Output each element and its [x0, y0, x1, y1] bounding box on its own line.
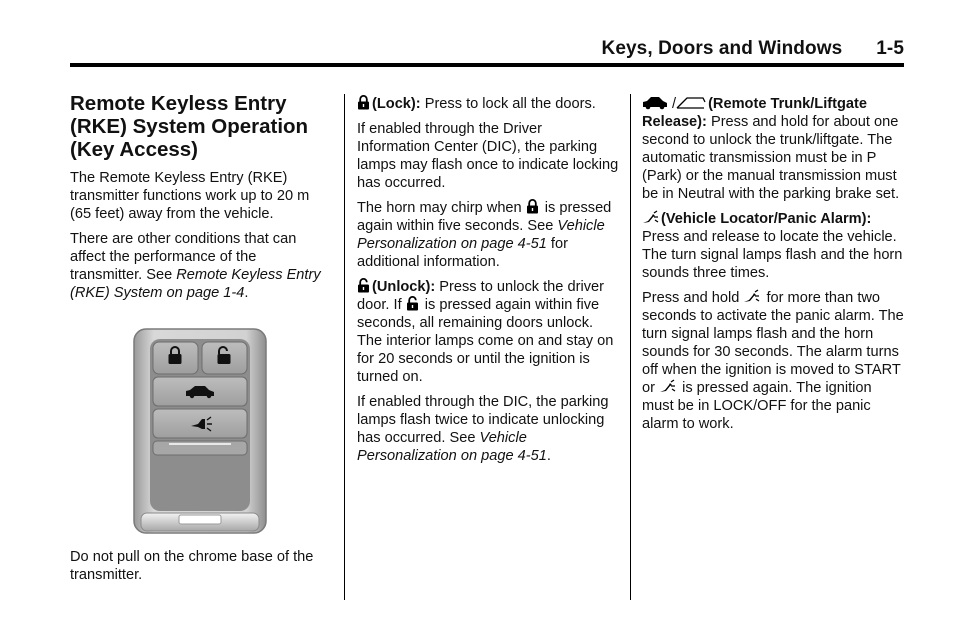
paragraph-conditions — [70, 230, 328, 302]
panic-text: Press and release to locate the vehicle. The turn signal lamps flash and the horn sounds three times. — [642, 229, 903, 281]
unlock-icon — [406, 296, 419, 311]
column-3 — [642, 95, 904, 440]
rke-reference-link[interactable]: Remote Keyless Entry (RKE) System on page 1-4 — [70, 267, 321, 301]
unlock-text-b: is pressed again within five seconds, all remaining doors unlock. The interior lamps come on and stay on for 20 seconds or until the ignition is turned on. — [357, 297, 614, 385]
horn-chirp-paragraph — [357, 199, 619, 271]
page-number: 1-5 — [876, 38, 904, 59]
panic-label: (Vehicle Locator/Panic Alarm): — [661, 211, 872, 227]
trunk-icon — [642, 96, 670, 110]
column-divider-2 — [630, 94, 631, 600]
dic2-end: . — [546, 448, 551, 464]
panic-hold-paragraph — [642, 289, 904, 433]
horn-text-b: is pressed again within five seconds. See — [357, 200, 612, 234]
lock-text: Press to lock all the doors. — [420, 96, 596, 112]
lock-icon — [526, 199, 539, 214]
dic2-text: If enabled through the DIC, the parking lamps flash twice to indicate unlocking has occurred. See — [357, 394, 609, 446]
column-divider-1 — [344, 94, 345, 600]
vehicle-personalization-link[interactable]: Vehicle Personalization on page 4-51 — [357, 430, 547, 464]
lock-label: (Lock): — [372, 96, 421, 112]
header-rule — [70, 63, 904, 67]
lock-paragraph — [357, 95, 619, 113]
unlock-label: (Unlock): — [372, 279, 436, 295]
section-heading: Remote Keyless Entry (RKE) System Operation (Key Access) — [70, 92, 309, 161]
icon-separator: / — [672, 96, 677, 112]
column-2 — [357, 95, 619, 472]
panic-paragraph — [642, 210, 904, 282]
lock-icon — [357, 95, 370, 110]
key-fob-illustration — [133, 328, 267, 534]
conditions-end: . — [244, 285, 249, 301]
unlock-text-a: Press to unlock the driver door. If — [357, 279, 604, 313]
dic-lock-paragraph: If enabled through the Driver Information Center (DIC), the parking lamps may flash once to indicate locking has occurred. — [357, 121, 619, 191]
trunk-label: (Remote Trunk/Liftgate Release): — [642, 96, 867, 130]
trunk-paragraph — [642, 95, 904, 203]
conditions-text: There are other conditions that can affect the performance of the transmitter. See — [70, 231, 297, 283]
page-header — [70, 38, 904, 64]
trunk-text: Press and hold for about one second to unlock the trunk/liftgate. The automatic transmission must be in P (Park) or the manual transmission must be in Neutral with the parking brake set. — [642, 114, 900, 202]
horn-icon — [642, 210, 659, 225]
horn-text-a: The horn may chirp when — [357, 200, 526, 216]
unlock-icon — [357, 278, 370, 293]
vehicle-personalization-link[interactable]: Vehicle Personalization on page 4-51 — [357, 218, 605, 252]
paragraph-range: The Remote Keyless Entry (RKE) transmitter functions work up to 20 m (65 feet) away from the vehicle. — [70, 170, 310, 222]
column-1 — [70, 92, 328, 591]
hold-text-b: for more than two seconds to activate the panic alarm. The turn signal lamps flash and the horn sounds for 30 seconds. The alarm turns off when the ignition is moved to START or — [642, 290, 904, 396]
unlock-paragraph — [357, 278, 619, 386]
hold-text-a: Press and hold — [642, 290, 744, 306]
section-title: Keys, Doors and Windows — [601, 38, 843, 59]
horn-icon — [743, 289, 760, 304]
transmitter-image — [133, 328, 267, 534]
dic-unlock-paragraph — [357, 393, 619, 465]
running-header — [602, 38, 904, 60]
horn-icon — [659, 379, 676, 394]
liftgate-icon — [676, 96, 706, 110]
image-caption: Do not pull on the chrome base of the transmitter. — [70, 549, 314, 583]
horn-text-c: for additional information. — [357, 236, 568, 270]
hold-text-c: is pressed again. The ignition must be in LOCK/OFF for the panic alarm to work. — [642, 380, 872, 432]
